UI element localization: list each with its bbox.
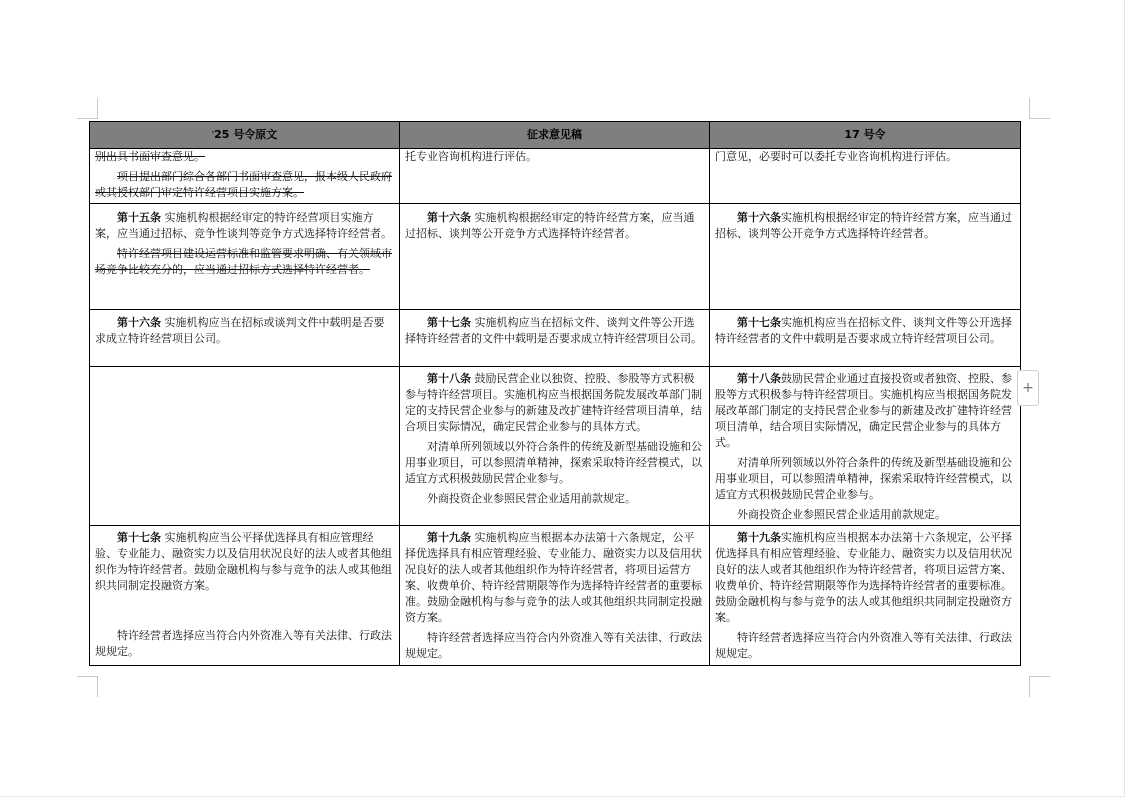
plus-icon: + bbox=[1022, 380, 1034, 396]
article-number: 第十六条 bbox=[117, 316, 161, 329]
cell-paragraph: 第十八条鼓励民营企业通过直接投资或者独资、控股、参股等方式积极参与特许经营项目。实施机构应当根据国务院发展改革部门制定的支持民营企业参与的新建及改扩建特许经营项目清单，结合项目实际情况，确定民营企业参与的具体方式。 bbox=[715, 372, 1012, 449]
cell-paragraph: 外商投资企业参照民营企业适用前款规定。 bbox=[427, 492, 636, 505]
table-row bbox=[90, 367, 1021, 526]
cell-paragraph: 第十七条 实施机构应当公平择优选择具有相应管理经验、专业能力、融资实力以及信用状况良好的法人或者其他组织作为特许经营者。鼓励金融机构与参与竞争的法人或其他组织共同制定投融资方案。 bbox=[95, 531, 392, 592]
cell-paragraph: 第十五条 实施机构根据经审定的特许经营项目实施方案，应当通过招标、竞争性谈判等竞争方式选择特许经营者。 bbox=[95, 211, 392, 240]
cell-paragraph: 第十九条实施机构应当根据本办法第十六条规定，公平择优选择具有相应管理经验、专业能力、融资实力以及信用状况良好的法人或者其他组织作为特许经营者，将项目运营方案、收费单价、特许经营期限等作为选择特许经营者的重要标准。鼓励金融机构与参与竞争的法人或其他组织共同制定投融资方案。 bbox=[715, 531, 1012, 624]
crop-mark-top-left bbox=[77, 98, 98, 119]
table-cell-empty bbox=[90, 367, 400, 526]
table-cell bbox=[710, 526, 1021, 666]
article-number: 第十五条 bbox=[117, 211, 161, 224]
table-cell bbox=[710, 310, 1021, 367]
table-cell bbox=[710, 367, 1021, 526]
cell-paragraph: 别出具书面审查意见。 bbox=[95, 150, 205, 163]
cell-paragraph: 特许经营者选择应当符合内外资准入等有关法律、行政法规规定。 bbox=[95, 629, 392, 658]
header-draft-for-comment: 征求意见稿 bbox=[400, 122, 710, 149]
table-header-row bbox=[90, 122, 1021, 149]
cell-paragraph: 外商投资企业参照民营企业适用前款规定。 bbox=[737, 508, 946, 521]
header-decree-17: 17 号令 bbox=[710, 122, 1021, 149]
cell-paragraph: 第十六条 实施机构应当在招标或谈判文件中载明是否要求成立特许经营项目公司。 bbox=[95, 316, 385, 345]
article-number: 第十七条 bbox=[427, 316, 471, 329]
table-cell bbox=[400, 310, 710, 367]
table-cell bbox=[90, 310, 400, 367]
article-number: 第十七条 bbox=[117, 531, 161, 544]
article-number: 第十七条 bbox=[737, 316, 781, 329]
table-row bbox=[90, 149, 1021, 204]
table-cell bbox=[710, 204, 1021, 310]
cell-paragraph: 第十六条 实施机构根据经审定的特许经营方案，应当通过招标、谈判等公开竞争方式选择特许经营者。 bbox=[405, 211, 695, 240]
table-cell bbox=[400, 526, 710, 666]
crop-mark-top-right bbox=[1029, 98, 1050, 119]
crop-mark-bottom-right bbox=[1029, 676, 1050, 697]
article-number: 第十九条 bbox=[427, 531, 471, 544]
article-number: 第十八条 bbox=[737, 372, 781, 385]
table-cell bbox=[400, 149, 710, 204]
table-row bbox=[90, 526, 1021, 666]
cell-paragraph: 第十七条 实施机构应当在招标文件、谈判文件等公开选择特许经营者的文件中载明是否要求成立特许经营项目公司。 bbox=[405, 316, 702, 345]
cell-paragraph: 第十七条实施机构应当在招标文件、谈判文件等公开选择特许经营者的文件中载明是否要求成立特许经营项目公司。 bbox=[715, 316, 1012, 345]
table-row bbox=[90, 310, 1021, 367]
table-cell bbox=[400, 367, 710, 526]
header-original-decree: '25 号令原文 bbox=[90, 122, 400, 149]
table-cell bbox=[90, 526, 400, 666]
add-row-button[interactable] bbox=[1017, 370, 1039, 406]
comparison-table bbox=[89, 121, 1021, 666]
table-cell bbox=[400, 204, 710, 310]
article-number: 第十六条 bbox=[427, 211, 471, 224]
cell-paragraph: 特许经营项目建设运营标准和监管要求明确、有关领域市场竞争比较充分的，应当通过招标方式选择特许经营者。 bbox=[95, 247, 392, 276]
cell-paragraph: 门意见，必要时可以委托专业咨询机构进行评估。 bbox=[715, 150, 957, 163]
cell-paragraph: 特许经营者选择应当符合内外资准入等有关法律、行政法规规定。 bbox=[715, 631, 1012, 660]
table-cell bbox=[90, 149, 400, 204]
table-cell bbox=[90, 204, 400, 310]
cell-paragraph: 特许经营者选择应当符合内外资准入等有关法律、行政法规规定。 bbox=[405, 631, 702, 660]
article-number: 第十八条 bbox=[427, 372, 471, 385]
table-row bbox=[90, 204, 1021, 310]
table-cell bbox=[710, 149, 1021, 204]
cell-paragraph: 第十六条实施机构根据经审定的特许经营方案，应当通过招标、谈判等公开竞争方式选择特许经营者。 bbox=[715, 211, 1012, 240]
cell-paragraph: 第十九条 实施机构应当根据本办法第十六条规定，公平择优选择具有相应管理经验、专业能力、融资实力以及信用状况良好的法人或者其他组织作为特许经营者，将项目运营方案、收费单价、特许经营期限等作为选择特许经营者的重要标准。鼓励金融机构与参与竞争的法人或其他组织共同制定投融资方案。 bbox=[405, 531, 702, 624]
cell-paragraph: 对清单所列领域以外符合条件的传统及新型基础设施和公用事业项目，可以参照清单精神，探索采取特许经营模式，以适宜方式积极鼓励民营企业参与。 bbox=[405, 440, 702, 485]
article-number: 第十九条 bbox=[737, 531, 781, 544]
cell-paragraph: 托专业咨询机构进行评估。 bbox=[405, 150, 537, 163]
cell-paragraph: 第十八条 鼓励民营企业以独资、控股、参股等方式积极参与特许经营项目。实施机构应当根据国务院发展改革部门制定的支持民营企业参与的新建及改扩建特许经营项目清单，结合项目实际情况，确定民营企业参与的具体方式。 bbox=[405, 372, 702, 433]
cell-paragraph: 项目提出部门综合各部门书面审查意见，报本级人民政府或其授权部门审定特许经营项目实施方案。 bbox=[95, 170, 392, 199]
crop-mark-bottom-left bbox=[77, 676, 98, 697]
article-number: 第十六条 bbox=[737, 211, 781, 224]
cell-paragraph: 对清单所列领域以外符合条件的传统及新型基础设施和公用事业项目，可以参照清单精神，探索采取特许经营模式，以适宜方式积极鼓励民营企业参与。 bbox=[715, 456, 1012, 501]
